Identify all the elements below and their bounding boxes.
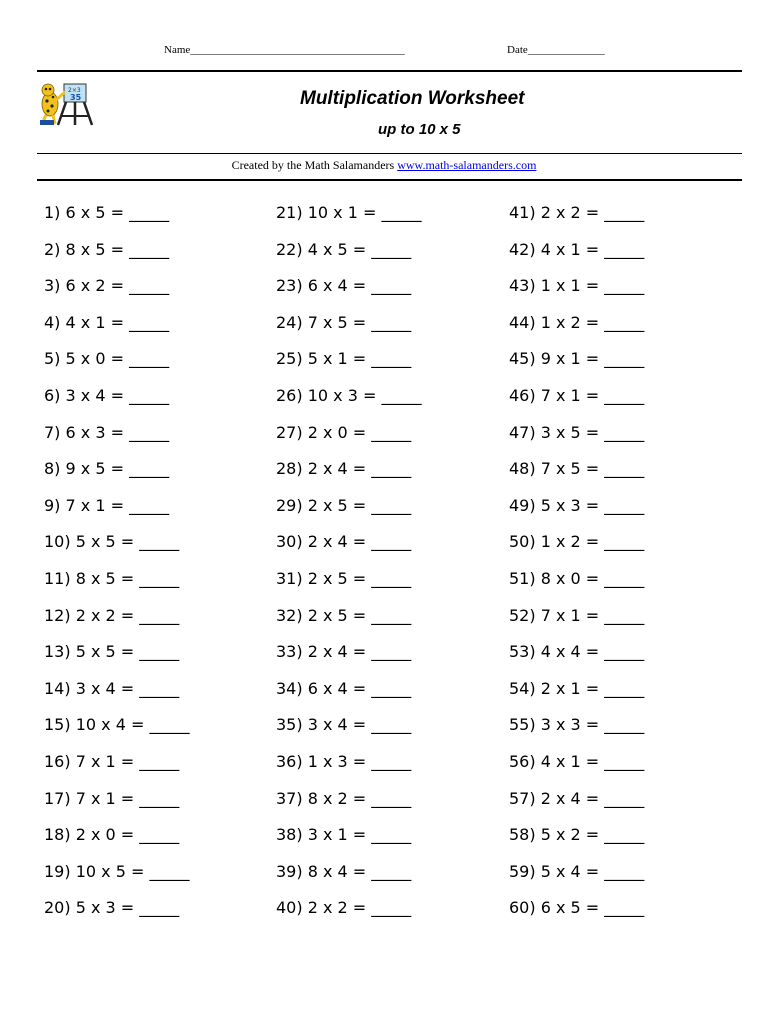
question-column-2 bbox=[276, 200, 421, 932]
question-item[interactable]: 53) 4 x 4 = _____ bbox=[509, 642, 645, 662]
question-item[interactable]: 20) 5 x 3 = _____ bbox=[44, 898, 180, 918]
date-field[interactable]: Date______________ bbox=[507, 44, 605, 56]
question-item[interactable]: 11) 8 x 5 = _____ bbox=[44, 568, 180, 588]
name-field[interactable]: Name_______________________________________ bbox=[164, 44, 405, 56]
question-item[interactable]: 27) 2 x 0 = _____ bbox=[276, 422, 412, 442]
question-item[interactable]: 36) 1 x 3 = _____ bbox=[276, 751, 412, 771]
question-item[interactable]: 57) 2 x 4 = _____ bbox=[509, 788, 645, 808]
question-column-1 bbox=[44, 200, 189, 932]
website-link[interactable]: www.math-salamanders.com bbox=[397, 158, 537, 172]
question-item[interactable]: 54) 2 x 1 = _____ bbox=[509, 678, 645, 698]
question-item[interactable]: 50) 1 x 2 = _____ bbox=[509, 532, 645, 552]
question-item[interactable]: 1) 6 x 5 = _____ bbox=[44, 203, 170, 222]
question-item[interactable]: 34) 6 x 4 = _____ bbox=[276, 678, 412, 698]
question-item[interactable]: 14) 3 x 4 = _____ bbox=[44, 678, 180, 698]
question-item[interactable]: 37) 8 x 2 = _____ bbox=[276, 788, 412, 808]
question-item[interactable]: 49) 5 x 3 = _____ bbox=[509, 495, 645, 515]
question-item[interactable]: 47) 3 x 5 = _____ bbox=[509, 422, 645, 442]
question-item[interactable]: 8) 9 x 5 = _____ bbox=[44, 459, 170, 479]
question-item[interactable]: 22) 4 x 5 = _____ bbox=[276, 239, 412, 259]
question-item[interactable]: 2) 8 x 5 = _____ bbox=[44, 239, 170, 259]
salamander-easel-logo-icon bbox=[38, 82, 96, 126]
svg-text:35: 35 bbox=[70, 93, 82, 102]
question-item[interactable]: 56) 4 x 1 = _____ bbox=[509, 751, 645, 771]
question-item[interactable]: 40) 2 x 2 = _____ bbox=[276, 898, 412, 918]
question-item[interactable]: 45) 9 x 1 = _____ bbox=[509, 349, 645, 369]
question-item[interactable]: 60) 6 x 5 = _____ bbox=[509, 898, 645, 918]
question-item[interactable]: 58) 5 x 2 = _____ bbox=[509, 825, 645, 845]
credit-line bbox=[0, 158, 768, 173]
question-item[interactable]: 39) 8 x 4 = _____ bbox=[276, 861, 412, 881]
question-item[interactable]: 29) 2 x 5 = _____ bbox=[276, 495, 412, 515]
question-item[interactable]: 32) 2 x 5 = _____ bbox=[276, 605, 412, 625]
question-item[interactable]: 15) 10 x 4 = _____ bbox=[44, 715, 190, 735]
question-item[interactable]: 16) 7 x 1 = _____ bbox=[44, 751, 180, 771]
question-item[interactable]: 51) 8 x 0 = _____ bbox=[509, 568, 645, 588]
question-item[interactable]: 10) 5 x 5 = _____ bbox=[44, 532, 180, 552]
question-item[interactable]: 25) 5 x 1 = _____ bbox=[276, 349, 412, 369]
question-item[interactable]: 7) 6 x 3 = _____ bbox=[44, 422, 170, 442]
question-item[interactable]: 28) 2 x 4 = _____ bbox=[276, 459, 412, 479]
question-item[interactable]: 38) 3 x 1 = _____ bbox=[276, 825, 412, 845]
question-item[interactable]: 12) 2 x 2 = _____ bbox=[44, 605, 180, 625]
question-item[interactable]: 24) 7 x 5 = _____ bbox=[276, 312, 412, 332]
question-item[interactable]: 5) 5 x 0 = _____ bbox=[44, 349, 170, 369]
question-item[interactable]: 52) 7 x 1 = _____ bbox=[509, 605, 645, 625]
question-item[interactable]: 19) 10 x 5 = _____ bbox=[44, 861, 190, 881]
question-item[interactable]: 6) 3 x 4 = _____ bbox=[44, 385, 170, 405]
top-divider bbox=[37, 70, 742, 72]
question-item[interactable]: 42) 4 x 1 = _____ bbox=[509, 239, 645, 259]
worksheet-subtitle: up to 10 x 5 bbox=[378, 121, 461, 138]
question-item[interactable]: 13) 5 x 5 = _____ bbox=[44, 642, 180, 662]
question-item[interactable]: 41) 2 x 2 = _____ bbox=[509, 203, 645, 222]
svg-text:2×3: 2×3 bbox=[68, 87, 81, 94]
credit-text: Created by the Math Salamanders bbox=[231, 158, 398, 172]
question-item[interactable]: 21) 10 x 1 = _____ bbox=[276, 203, 422, 222]
header-divider bbox=[37, 153, 742, 154]
question-item[interactable]: 4) 4 x 1 = _____ bbox=[44, 312, 170, 332]
question-item[interactable]: 55) 3 x 3 = _____ bbox=[509, 715, 645, 735]
question-column-3 bbox=[509, 200, 644, 932]
question-item[interactable]: 48) 7 x 5 = _____ bbox=[509, 459, 645, 479]
question-item[interactable]: 17) 7 x 1 = _____ bbox=[44, 788, 180, 808]
question-item[interactable]: 46) 7 x 1 = _____ bbox=[509, 385, 645, 405]
worksheet-title: Multiplication Worksheet bbox=[300, 88, 525, 109]
question-item[interactable]: 31) 2 x 5 = _____ bbox=[276, 568, 412, 588]
question-item[interactable]: 26) 10 x 3 = _____ bbox=[276, 385, 422, 405]
question-item[interactable]: 18) 2 x 0 = _____ bbox=[44, 825, 180, 845]
question-item[interactable]: 43) 1 x 1 = _____ bbox=[509, 276, 645, 296]
question-item[interactable]: 59) 5 x 4 = _____ bbox=[509, 861, 645, 881]
question-item[interactable]: 23) 6 x 4 = _____ bbox=[276, 276, 412, 296]
question-item[interactable]: 9) 7 x 1 = _____ bbox=[44, 495, 170, 515]
credit-divider bbox=[37, 179, 742, 181]
question-item[interactable]: 3) 6 x 2 = _____ bbox=[44, 276, 170, 296]
question-item[interactable]: 35) 3 x 4 = _____ bbox=[276, 715, 412, 735]
question-item[interactable]: 33) 2 x 4 = _____ bbox=[276, 642, 412, 662]
question-item[interactable]: 30) 2 x 4 = _____ bbox=[276, 532, 412, 552]
question-item[interactable]: 44) 1 x 2 = _____ bbox=[509, 312, 645, 332]
